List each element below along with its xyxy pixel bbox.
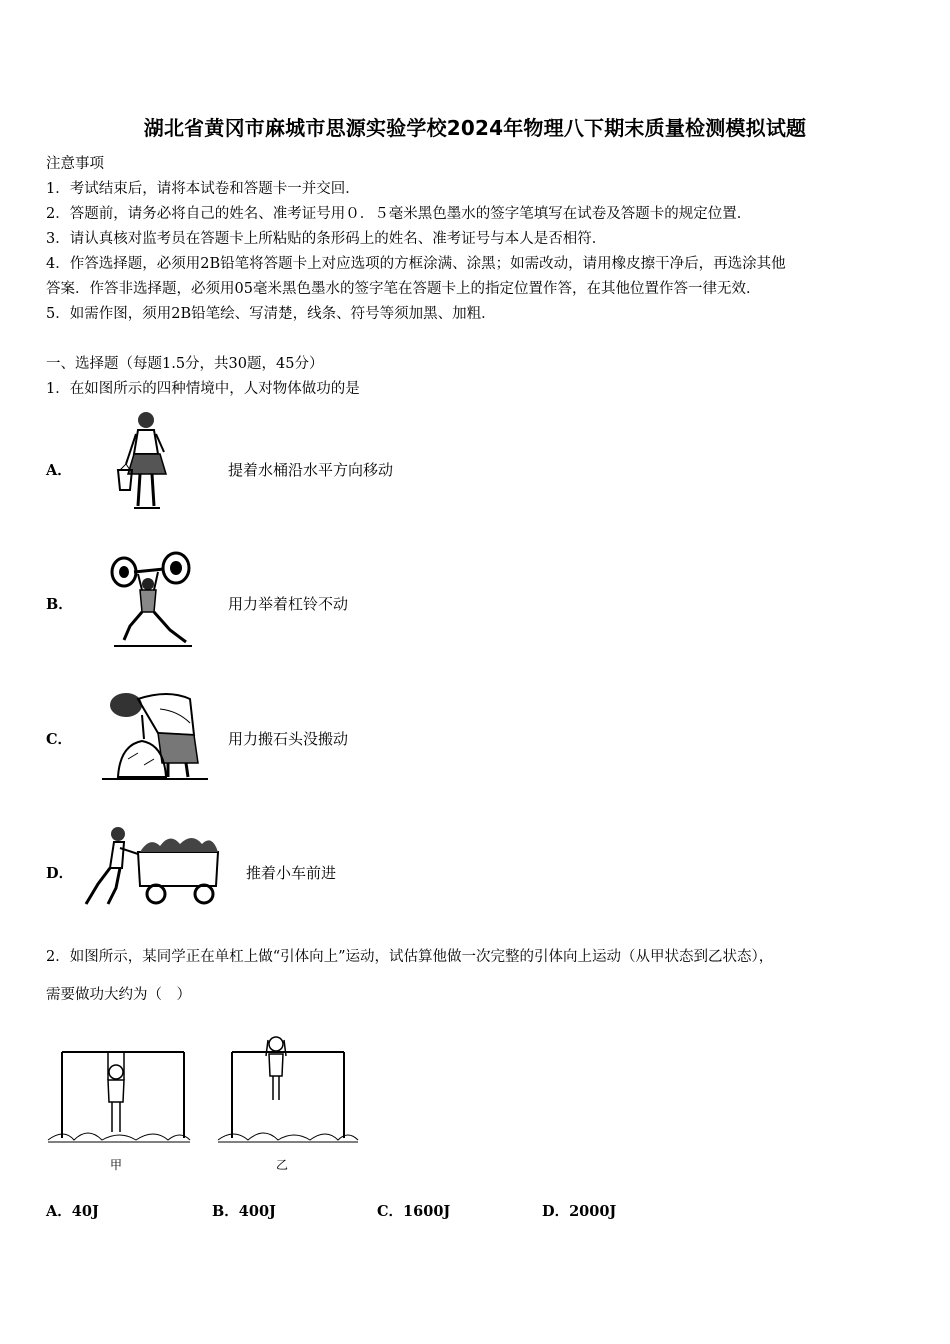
notice-heading: 注意事项: [46, 156, 104, 172]
notice-item: 1．考试结束后，请将本试卷和答题卡一并交回．: [46, 181, 360, 197]
option-d-letter: D．: [46, 865, 74, 882]
answer-a: [46, 1200, 99, 1221]
answer-c-value: 1600J: [403, 1203, 451, 1220]
answer-d: [542, 1200, 616, 1221]
answer-b-letter: B．: [212, 1203, 239, 1220]
answer-d-value: 2000J: [569, 1203, 617, 1220]
answer-d-letter: D．: [542, 1203, 570, 1220]
option-a-letter: A．: [46, 462, 72, 479]
question-2-stem: 2．如图所示，某同学正在单杠上做“引体向上”运动，试估算他做一次完整的引体向上运动（从甲状态到乙状态），: [46, 949, 774, 965]
option-a-text: 提着水桶沿水平方向移动: [228, 461, 394, 479]
pull-up-figure-yi: [214, 1032, 362, 1150]
notice-item: 5．如需作图，须用2B铅笔绘、写清楚，线条、符号等须加黑、加粗．: [46, 306, 496, 322]
answer-b-value: 400J: [238, 1203, 276, 1220]
weightlifter-figure: [106, 550, 196, 650]
answer-a-letter: A．: [46, 1203, 72, 1220]
person-pushing-rock-figure: [98, 679, 210, 783]
figure-label-jia: 甲: [110, 1158, 123, 1172]
option-c-text: 用力搬石头没搬动: [228, 730, 349, 748]
notice-item: 答案．作答非选择题，必须用05毫米黑色墨水的签字笔在答题卡上的指定位置作答，在其他位置作答一律无效．: [46, 281, 761, 297]
figure-label-yi: 乙: [276, 1158, 289, 1172]
notice-item: 4．作答选择题，必须用2B铅笔将答题卡上对应选项的方框涂满、涂黑；如需改动，请用橡皮擦干净后，再选涂其他: [46, 256, 786, 272]
option-b-text: 用力举着杠铃不动: [228, 595, 349, 613]
option-b-letter: B．: [46, 596, 73, 613]
person-pushing-cart-figure: [80, 824, 222, 910]
question-1-stem: 1．在如图所示的四种情境中，人对物体做功的是: [46, 381, 360, 397]
notice-item: 2．答题前，请务必将自己的姓名、准考证号用０．５毫米黑色墨水的签字笔填写在试卷及答题卡的规定位置．: [46, 206, 752, 222]
answer-c: [377, 1200, 450, 1221]
section-heading: 一、选择题（每题1.5分，共30题，45分）: [46, 356, 324, 372]
notice-item: 3．请认真核对监考员在答题卡上所粘贴的条形码上的姓名、准考证号与本人是否相符．: [46, 231, 607, 247]
pull-up-figure-jia: [44, 1032, 192, 1150]
answer-a-value: 40J: [71, 1203, 99, 1220]
woman-carrying-bucket-figure: [108, 408, 178, 516]
option-c-letter: C．: [46, 731, 73, 748]
question-2-stem: 需要做功大约为（ ）: [46, 987, 191, 1003]
answer-b: [212, 1200, 276, 1221]
option-d-text: 推着小车前进: [246, 864, 337, 882]
answer-c-letter: C．: [377, 1203, 404, 1220]
page-title: 湖北省黄冈市麻城市思源实验学校2024年物理八下期末质量检测模拟试题: [143, 116, 807, 140]
